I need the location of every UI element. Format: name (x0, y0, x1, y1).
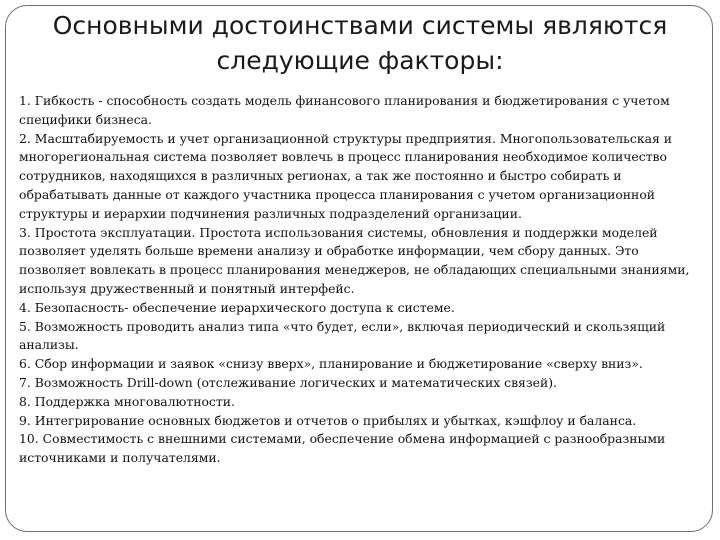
paragraph-ease-of-use: 3. Простота эксплуатации. Простота использования системы, обновления и поддержки моделей позволяет уделять больше времени анализу и обработке информации, чем сбору данных. Это позволяет вовлекать в процесс планирования менеджеров, не обладающих специальными знаниями, используя дружественный и понятный интерфейс. (19, 224, 690, 296)
paragraph-scalability: 2. Масштабируемость и учет организационной структуры предприятия. Многопользовательская и многорегиональная система позволяет вовлечь в процесс планирования необходимое количество сотрудников, находящихся в различных регионах, а так же постоянно и быстро собирать и обрабатывать данные от каждого участника процесса планирования с учетом организационной структуры и иерархии подчинения различных подразделений организации. (19, 130, 673, 221)
title-line-2: следующие факторы: (216, 46, 504, 75)
paragraph-compatibility: 10. Совместимость с внешними системами, обеспечение обмена информацией с разнообразными источниками и получателями. (19, 431, 666, 466)
paragraph-bottom-up-top-down: 6. Сбор информации и заявок «снизу вверх», планирование и бюджетирование «сверху вниз». (19, 356, 643, 372)
paragraph-flexibility: 1. Гибкость - способность создать модель финансового планирования и бюджетирования с учетом специфики бизнеса. (19, 93, 670, 127)
title-line-1: Основными достоинствами системы являются (52, 11, 668, 40)
paragraph-security: 4. Безопасность- обеспечение иерархического доступа к системе. (19, 299, 455, 315)
slide-title (0, 8, 720, 78)
slide-body (19, 92, 709, 468)
paragraph-multicurrency: 8. Поддержка многовалютности. (19, 393, 235, 409)
paragraph-budget-integration: 9. Интегрирование основных бюджетов и отчетов о прибылях и убытках, кэшфлоу и баланса. (19, 412, 637, 428)
paragraph-what-if-analysis: 5. Возможность проводить анализ типа «что будет, если», включая периодический и скользящий анализы. (19, 318, 666, 353)
paragraph-drill-down: 7. Возможность Drill-down (отслеживание логических и математических связей). (19, 374, 557, 390)
